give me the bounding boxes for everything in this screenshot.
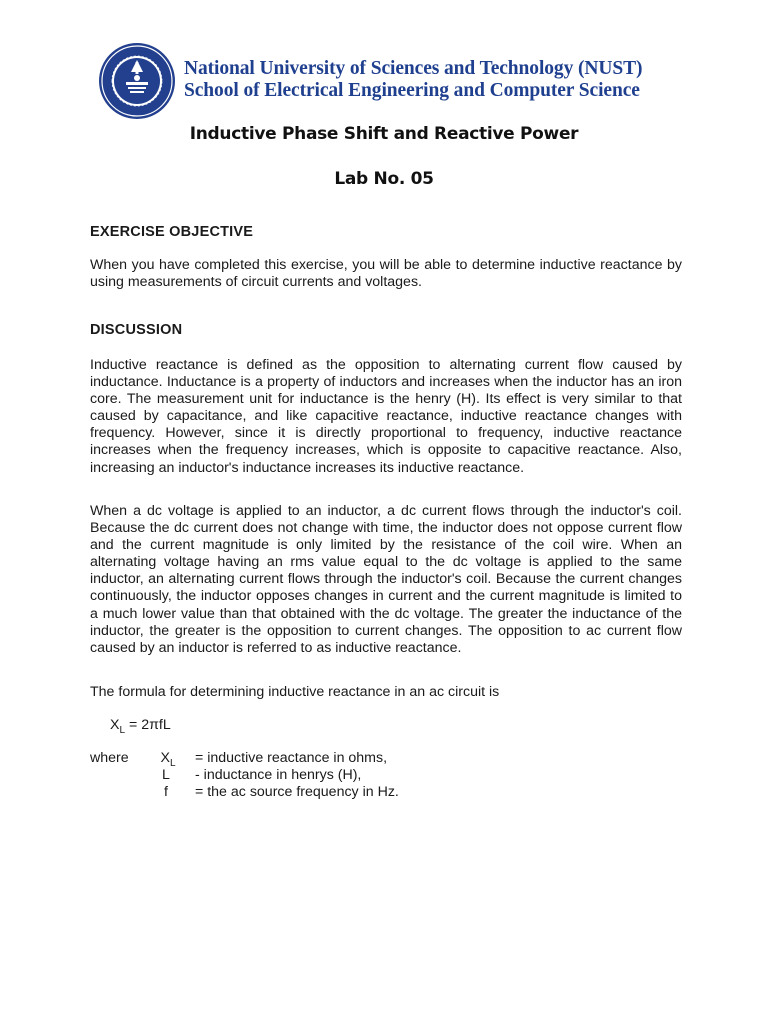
definition-symbol: $X_L$ bbox=[160, 750, 176, 769]
formula-rhs: = 2πfL bbox=[125, 717, 171, 733]
university-seal-icon bbox=[98, 42, 176, 120]
reactance-formula bbox=[110, 717, 171, 736]
formula-symbol: X bbox=[110, 717, 120, 733]
where-label: where bbox=[90, 750, 129, 766]
school-name: School of Electrical Engineering and Computer Science bbox=[184, 80, 640, 101]
discussion-paragraph-2: When a dc voltage is applied to an inductor, a dc current flows through the inductor's coil. Because the dc current does not change with time, the inductor does not oppose current flow and the current magnitude is only limited by the resistance of the coil wire. When an alternating voltage having an rms value equal to the dc voltage is applied to the same inductor, an alternating current flows through the inductor's coil. Because the current changes continuously, the inductor opposes changes in current and the current magnitude is limited to a much lower value than that obtained with the dc voltage. The greater the inductance of the inductor, the greater is the opposition to current changes. The opposition to ac current flow caused by an inductor is referred to as inductive reactance. bbox=[90, 503, 682, 656]
definition-symbol: f bbox=[164, 784, 168, 800]
lab-number: Lab No. 05 bbox=[334, 169, 434, 189]
objective-text: When you have completed this exercise, you will be able to determine inductive reactance by using measurements of circuit currents and voltages. bbox=[90, 257, 682, 291]
formula-subscript: L bbox=[119, 724, 126, 736]
university-name: National University of Sciences and Technology (NUST) bbox=[184, 58, 643, 79]
objective-heading: EXERCISE OBJECTIVE bbox=[90, 224, 254, 240]
discussion-heading: DISCUSSION bbox=[90, 322, 183, 338]
document-header bbox=[98, 42, 698, 128]
definition-text: = the ac source frequency in Hz. bbox=[195, 784, 399, 800]
definition-symbol: L bbox=[162, 767, 170, 783]
discussion-paragraph-3: The formula for determining inductive reactance in an ac circuit is bbox=[90, 684, 500, 700]
definition-text: = inductive reactance in ohms, bbox=[195, 750, 388, 766]
definition-text: - inductance in henrys (H), bbox=[195, 767, 362, 783]
page-title: Inductive Phase Shift and Reactive Power bbox=[189, 124, 579, 144]
discussion-paragraph-1: Inductive reactance is defined as the opposition to alternating current flow caused by inductance. Inductance is a property of inductors and increases when the inductor has an iron core. The measurement unit for inductance is the henry (H). Its effect is very similar to that caused by capacitance, and like capacitive reactance, inductive reactance changes with frequency. However, since it is directly proportional to frequency, inductive reactance increases when the frequency increases, which is opposite to capacitive reactance. Also, increasing an inductor's inductance increases its inductive reactance. bbox=[90, 357, 682, 476]
